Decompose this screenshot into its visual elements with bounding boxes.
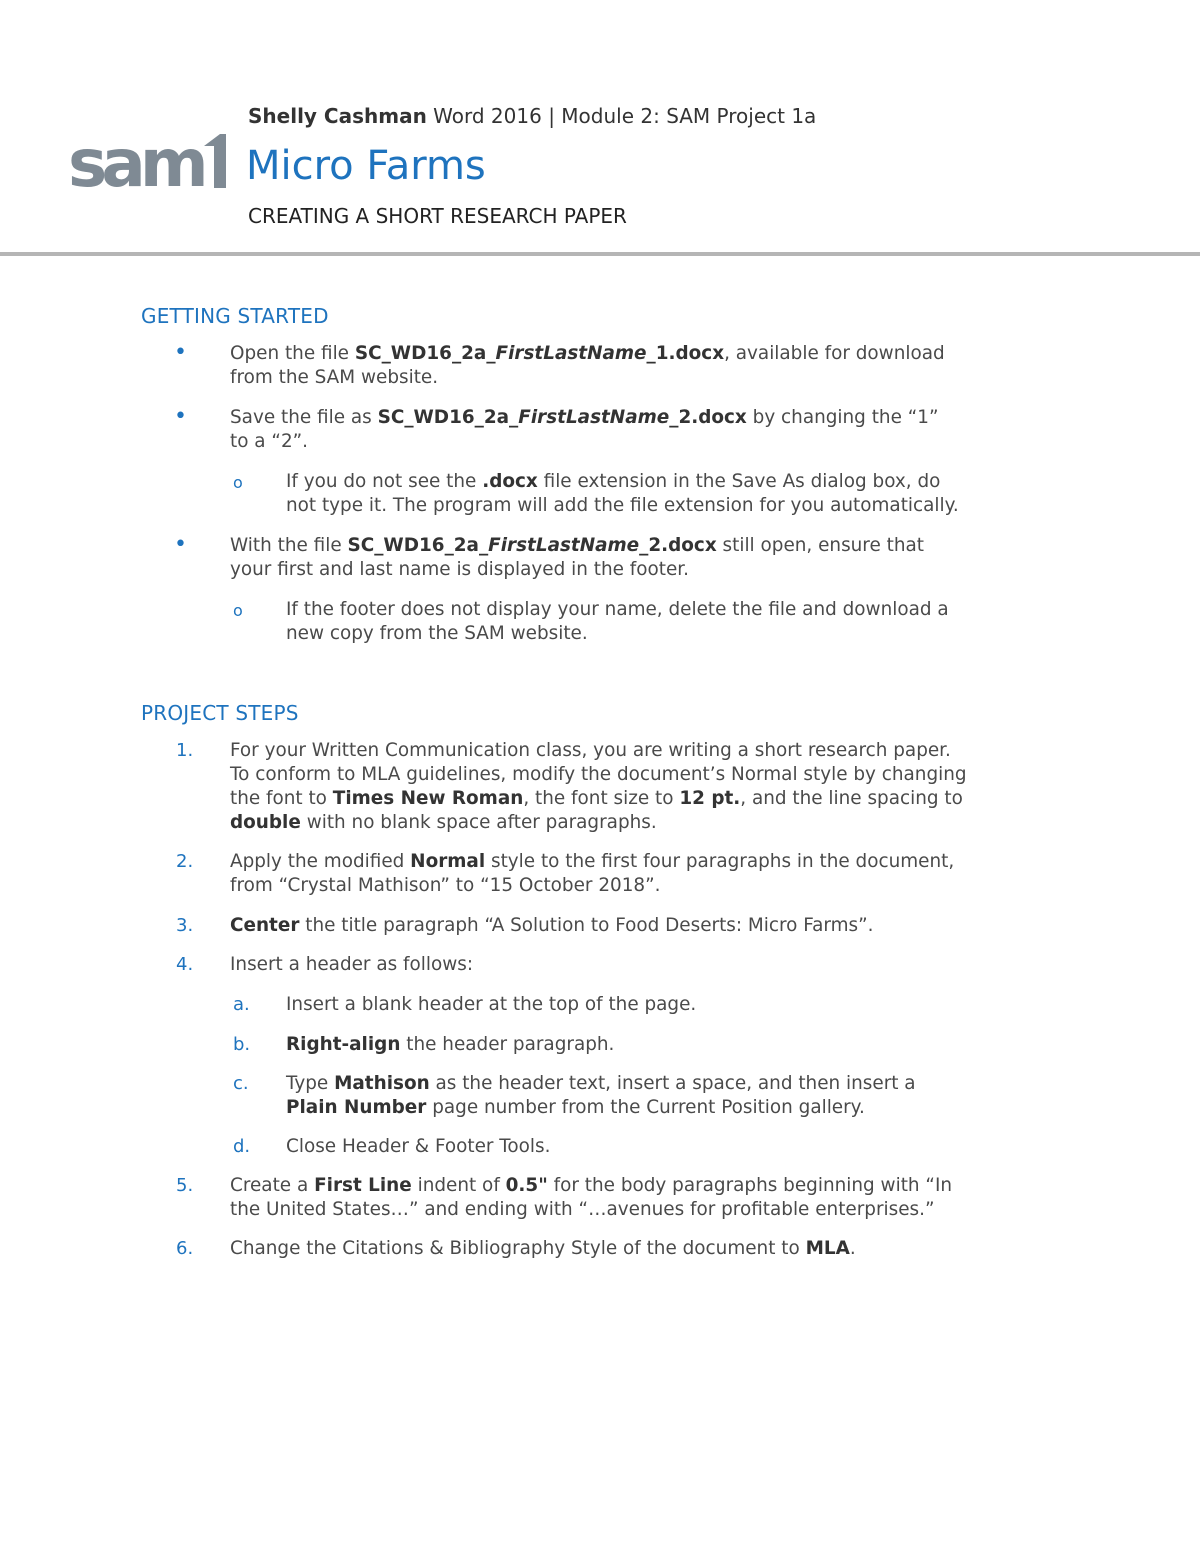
list-item: Change the Citations & Bibliography Style of the document to MLA.	[230, 1238, 856, 1259]
list-item: For your Written Communication class, you are writing a short research paper. To conform to MLA guidelines, modify the document’s Normal style by changing the font to Times New Roman, the font size to 12 pt., and the line spacing to double with no blank space after paragraphs.	[230, 740, 967, 833]
sub-bullet-marker: o	[233, 473, 243, 492]
getting-started-heading: GETTING STARTED	[141, 304, 329, 328]
step-number: 2.	[176, 851, 194, 872]
step-number: 1.	[176, 740, 194, 761]
bullet-marker: •	[174, 532, 187, 557]
list-item: Create a First Line indent of 0.5" for the body paragraphs beginning with “In the United States…” and ending with “…avenues for profitable enterprises.”	[230, 1175, 953, 1220]
list-item: Insert a header as follows:	[230, 954, 474, 975]
list-item: Apply the modified Normal style to the first four paragraphs in the document, from “Crystal Mathison” to “15 October 2018”.	[230, 851, 955, 896]
bullet-marker: •	[174, 340, 187, 365]
list-item: If the footer does not display your name, delete the file and download a new copy from the SAM website.	[286, 599, 949, 644]
substep-letter: d.	[233, 1136, 251, 1157]
header-divider	[0, 252, 1200, 256]
page-title: Micro Farms	[246, 143, 486, 189]
list-item: With the file SC_WD16_2a_FirstLastName_2.docx still open, ensure that your first and last name is displayed in the footer.	[230, 535, 924, 580]
step-number: 4.	[176, 954, 194, 975]
course-name: Word 2016 | Module 2: SAM Project 1a	[426, 104, 817, 128]
bullet-marker: •	[174, 404, 187, 429]
step-number: 6.	[176, 1238, 194, 1259]
sub-bullet-marker: o	[233, 601, 243, 620]
page-subtitle: CREATING A SHORT RESEARCH PAPER	[248, 204, 627, 228]
step-number: 5.	[176, 1175, 194, 1196]
list-item: Save the file as SC_WD16_2a_FirstLastName_2.docx by changing the “1” to a “2”.	[230, 407, 939, 452]
sam-logo	[68, 128, 228, 198]
logo-text: sam	[68, 128, 203, 198]
course-line	[248, 104, 816, 128]
substep-letter: c.	[233, 1073, 249, 1094]
list-item: Type Mathison as the header text, insert a space, and then insert a Plain Number page number from the Current Position gallery.	[286, 1073, 916, 1118]
list-item: Right-align the header paragraph.	[286, 1034, 615, 1055]
substep-letter: a.	[233, 994, 250, 1015]
substep-letter: b.	[233, 1034, 251, 1055]
list-item: Close Header & Footer Tools.	[286, 1136, 551, 1157]
project-steps-heading: PROJECT STEPS	[141, 701, 299, 725]
brand-name: Shelly Cashman	[248, 104, 427, 128]
list-item: Open the file SC_WD16_2a_FirstLastName_1.docx, available for download from the SAM website.	[230, 343, 945, 388]
list-item: If you do not see the .docx file extension in the Save As dialog box, do not type it. The program will add the file extension for you automatically.	[286, 471, 959, 516]
list-item: Center the title paragraph “A Solution to Food Deserts: Micro Farms”.	[230, 915, 874, 936]
step-number: 3.	[176, 915, 194, 936]
list-item: Insert a blank header at the top of the page.	[286, 994, 697, 1015]
